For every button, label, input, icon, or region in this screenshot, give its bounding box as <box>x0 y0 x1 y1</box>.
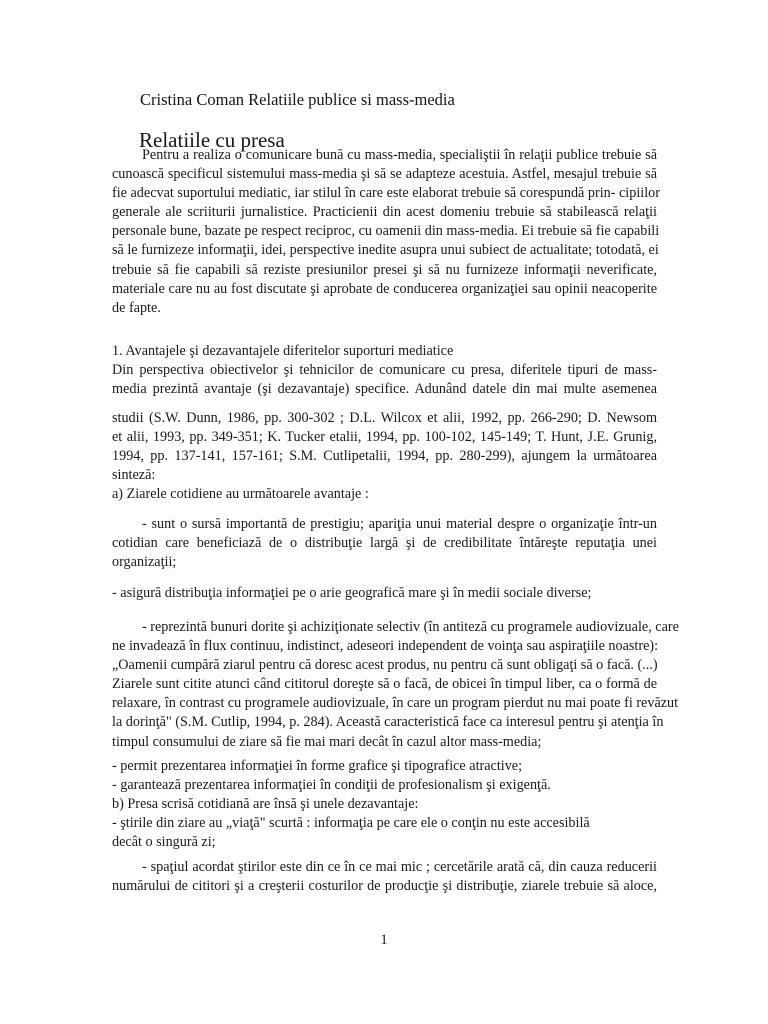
text-line: Pentru a realiza o comunicare bună cu mass-media, specialiştii în relaţii publice trebuie să <box>142 147 657 163</box>
text-line: timpul consumului de ziare să fie mai mari decât în cazul altor mass-media; <box>112 733 542 750</box>
text-line: materiale care nu au fost discutate şi aprobate de conducerea organizaţiei sau opinii neacoperite <box>112 280 657 297</box>
text-line: a) Ziarele cotidiene au următoarele avantaje : <box>112 486 369 503</box>
text-line: - permit prezentarea informaţiei în forme grafice şi tipografice atractive; <box>112 758 523 774</box>
advantage-item <box>112 515 657 572</box>
section-1-paragraph <box>112 342 657 399</box>
text-line: organizaţii; <box>112 554 177 571</box>
text-line: - sunt o sursă importantă de prestigiu; apariţia unui material despre o organizaţie într-un <box>142 516 657 532</box>
text-line: la dorinţă" (S.M. Cutlip, 1994, p. 284). Această caracteristică face ca interesul pentru şi atenţia în <box>112 714 664 731</box>
document-title: Cristina Coman Relatiile publice si mass-media <box>140 90 455 109</box>
intro-paragraph <box>112 146 660 318</box>
text-line: Ziarele sunt citite atunci când cititorul doreşte să o facă, de obicei în timpul liber, ca o formă de <box>112 676 657 693</box>
text-line: personale bune, bazate pe respect reciproc, cu oamenii din mass-media. Ei trebuie să fie capabili <box>112 223 660 240</box>
text-line: fie adecvat suportului mediatic, iar stilul în care este elaborat trebuie să corespundă prin- cipiilor <box>112 185 660 202</box>
text-line: generale ale scriiturii jurnalistice. Practicienii din acest domeniu trebuie să stabilească relaţii <box>112 204 657 221</box>
text-line: numărului de cititori şi a creşterii costurilor de producţie şi distribuţie, ziarele trebuie să aloce, <box>112 878 657 895</box>
subsection-heading: 1. Avantajele şi dezavantajele diferitelor suporturi mediatice <box>112 343 454 359</box>
text-line: trebuie să fie capabili să reziste presiunilor presei şi să nu furnizeze informaţii neverificate, <box>112 261 657 278</box>
text-line: - reprezintă bunuri dorite şi achiziţionate selectiv (în antiteză cu programele audiovizuale, care <box>142 619 679 635</box>
text-line: - ştirile din ziare au „viaţă" scurtă : informaţia pe care ele o conţin nu este accesibilă <box>112 815 590 832</box>
text-line: et alii, 1993, pp. 349-351; K. Tucker etalii, 1994, pp. 100-102, 145-149; T. Hunt, J.E. Grunig, <box>112 429 657 446</box>
page-number: 1 <box>380 932 388 948</box>
text-line: - garantează prezentarea informaţiei în condiţii de profesionalism şi exigenţă. <box>112 777 551 794</box>
text-line: cotidian care beneficiază de o distribuţie largă şi de credibilitate întăreşte reputaţia unei <box>112 535 657 552</box>
text-line: - asigură distribuţia informaţiei pe o arie geografică mare şi în medii sociale diverse; <box>112 585 592 601</box>
disadvantage-item <box>112 858 657 896</box>
text-line: media prezintă avantaje (şi dezavantaje) specifice. Adunând datele din mai multe asemenea <box>112 381 657 398</box>
text-line: ne invadează în flux continuu, indistinct, adeseori independent de voinţa sau aspiraţiile noastre): <box>112 638 659 655</box>
text-line: studii (S.W. Dunn, 1986, pp. 300-302 ; D.L. Wilcox et alii, 1992, pp. 266-290; D. Newsom <box>112 410 657 426</box>
text-line: - spaţiul acordat ştirilor este din ce în ce mai mic ; cercetările arată că, din cauza reducerii <box>142 859 657 875</box>
text-line: cunoască specificul sistemului mass-media şi să se adapteze acestuia. Astfel, mesajul trebuie să <box>112 166 657 183</box>
advantage-item <box>112 618 679 752</box>
text-line: Din perspectiva obiectivelor şi tehnicilor de comunicare cu presa, diferitele tipuri de mass- <box>112 362 657 379</box>
text-line: 1994, pp. 137-141, 157-161; S.M. Cutlipetalii, 1994, pp. 280-299), ajungem la următoarea <box>112 448 657 465</box>
text-line: sinteză: <box>112 467 156 484</box>
text-line: relaxare, în contrast cu programele audiovizuale, în care un program pierdut nu mai poate fi revăzut <box>112 695 679 712</box>
text-line: „Oamenii cumpără ziarul pentru că doresc acest produs, nu pentru că sunt obligaţi să o facă. (...) <box>112 657 658 674</box>
text-line: să le furnizeze informaţii, idei, perspective inedite asupra unui subiect de actualitate; totodată, ei <box>112 242 659 259</box>
advantage-item <box>112 584 657 603</box>
text-line: de fapte. <box>112 299 161 316</box>
section-heading: Relatiile cu presa <box>139 128 285 152</box>
text-line: b) Presa scrisă cotidiană are însă şi unele dezavantaje: <box>112 796 419 813</box>
sources-paragraph <box>112 409 657 504</box>
advantage-list-end <box>112 757 657 852</box>
text-line: decât o singură zi; <box>112 834 216 851</box>
